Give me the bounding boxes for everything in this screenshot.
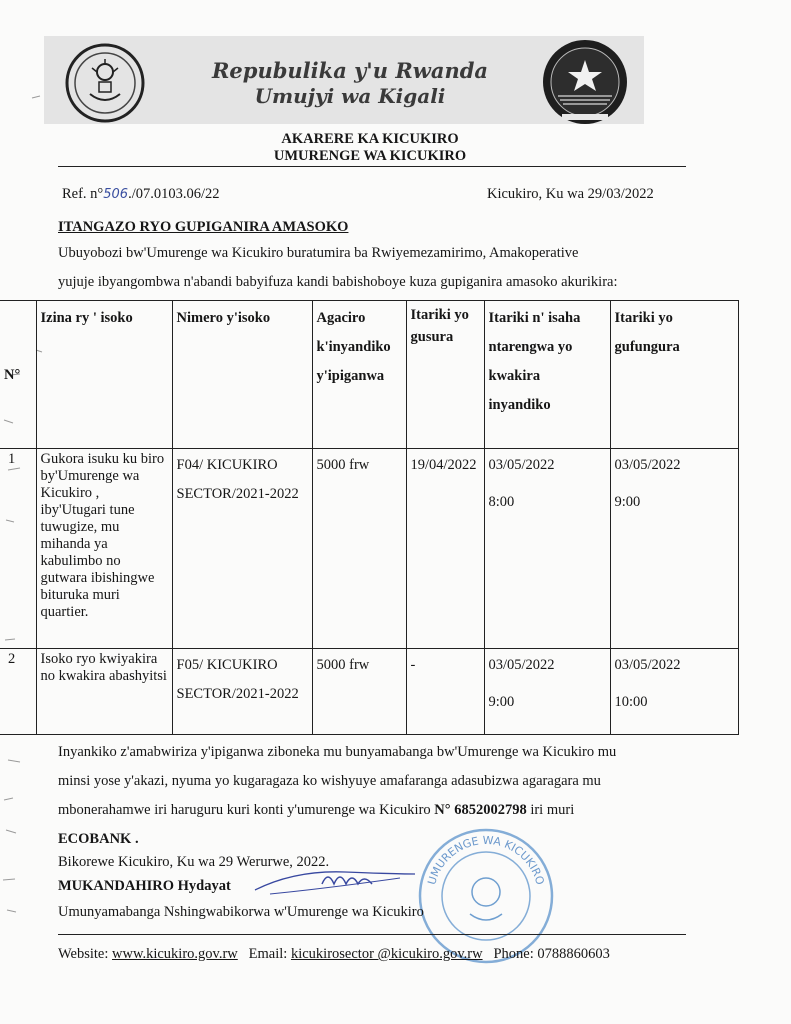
opening-date: 03/05/2022: [614, 457, 681, 473]
header-visit: Itariki yo gusura: [406, 301, 484, 449]
header-rule: [58, 166, 686, 167]
header-number: Nimero y'isoko: [172, 301, 312, 449]
republic-title: Repubulika y'u Rwanda: [211, 58, 489, 83]
sector-name: UMURENGE WA KICUKIRO: [273, 148, 467, 164]
signatory-role: Umunyamabanga Nshingwabikorwa w'Umurenge wa Kicukiro: [58, 904, 424, 920]
row-name: Gukora isuku ku biro by'Umurenge wa Kicukiro , iby'Utugari tune tuwugize, mu mihanda ya kabulimbo no gutwara ibishingwe bituruka muri quartier.: [36, 449, 172, 649]
row-no: 2: [0, 649, 36, 735]
table-header-row: [0, 301, 738, 449]
footer: [58, 940, 610, 969]
table-row: [0, 649, 738, 735]
row-no: 1: [0, 449, 36, 649]
body-line-3-text: mbonerahamwe iri haruguru kuri konti y'umurenge wa Kicukiro: [58, 802, 435, 818]
ref-handwritten: 506: [103, 187, 129, 202]
intro-line-2: yujuje ibyangombwa n'abandi babyifuza kandi babishoboye kuza gupiganira amasoko akurikira:: [58, 274, 618, 290]
header-submission: Itariki n' isaha ntarengwa yo kwakira inyandiko: [484, 301, 610, 449]
website-label: Website:: [58, 946, 112, 962]
footer-rule: [58, 934, 686, 935]
opening-time: 9:00: [614, 494, 641, 510]
phone-number: 0788860603: [537, 946, 610, 962]
email-label: Email:: [248, 946, 291, 962]
made-at-line: Bikorewe Kicukiro, Ku wa 29 Werurwe, 2022.: [58, 854, 330, 870]
signature-icon: [250, 860, 420, 900]
signatory-name: MUKANDAHIRO Hydayat: [58, 878, 231, 894]
row-submission: [484, 449, 610, 649]
intro-line-1: Ubuyobozi bw'Umurenge wa Kicukiro buratumira ba Rwiyemezamirimo, Amakoperative: [58, 245, 579, 261]
submission-time: 8:00: [488, 494, 515, 510]
reference-number: [62, 186, 220, 203]
row-number: F04/ KICUKIRO SECTOR/2021-2022: [172, 449, 312, 649]
seal-text: UMURENGE WA KICUKIRO: [425, 833, 547, 887]
row-value: 5000 frw: [312, 449, 406, 649]
phone-label: Phone:: [493, 946, 538, 962]
row-value: 5000 frw: [312, 649, 406, 735]
email-link[interactable]: kicukirosector @kicukiro.gov.rw: [290, 946, 483, 962]
tender-table: [0, 300, 739, 735]
ref-prefix: Ref. n°: [62, 186, 104, 202]
city-title: Umujyi wa Kigali: [254, 84, 446, 108]
kigali-emblem-icon: [532, 38, 638, 126]
submission-date: 03/05/2022: [488, 457, 555, 473]
ref-suffix: ./07.0103.06/22: [128, 186, 220, 202]
row-submission: [484, 649, 610, 735]
body-line-1: Inyankiko z'amabwiriza y'ipiganwa ziboneka mu bunyamabanga bw'Umurenge wa Kicukiro mu: [58, 744, 617, 760]
table-row: [0, 449, 738, 649]
submission-date: 03/05/2022: [488, 657, 555, 673]
row-visit: 19/04/2022: [406, 449, 484, 649]
body-line-3-end: iri muri: [526, 802, 575, 818]
website-link[interactable]: www.kicukiro.gov.rw: [112, 946, 238, 962]
header-no: N°: [0, 301, 36, 449]
row-opening: [610, 449, 738, 649]
district-name: AKARERE KA KICUKIRO: [281, 131, 459, 147]
header-name: Izina ry ' isoko: [36, 301, 172, 449]
row-name: Isoko ryo kwiyakira no kwakira abashyitsi: [36, 649, 172, 735]
submission-time: 9:00: [488, 694, 515, 710]
opening-time: 10:00: [614, 694, 648, 710]
account-number: N° 6852002798: [434, 802, 527, 818]
row-opening: [610, 649, 738, 735]
rwanda-emblem-icon: [52, 42, 158, 124]
opening-date: 03/05/2022: [614, 657, 681, 673]
row-number: F05/ KICUKIRO SECTOR/2021-2022: [172, 649, 312, 735]
bank-name: ECOBANK .: [58, 831, 139, 847]
body-line-2: minsi yose y'akazi, nyuma yo kugaragaza ko wishyuye amafaranga adasubizwa agaragara mu: [58, 773, 601, 789]
header-value: Agaciro k'inyandiko y'ipiganwa: [312, 301, 406, 449]
row-visit: -: [406, 649, 484, 735]
notice-title: ITANGAZO RYO GUPIGANIRA AMASOKO: [58, 219, 349, 235]
letter-date: Kicukiro, Ku wa 29/03/2022: [487, 186, 654, 202]
header-opening: Itariki yo gufungura: [610, 301, 738, 449]
